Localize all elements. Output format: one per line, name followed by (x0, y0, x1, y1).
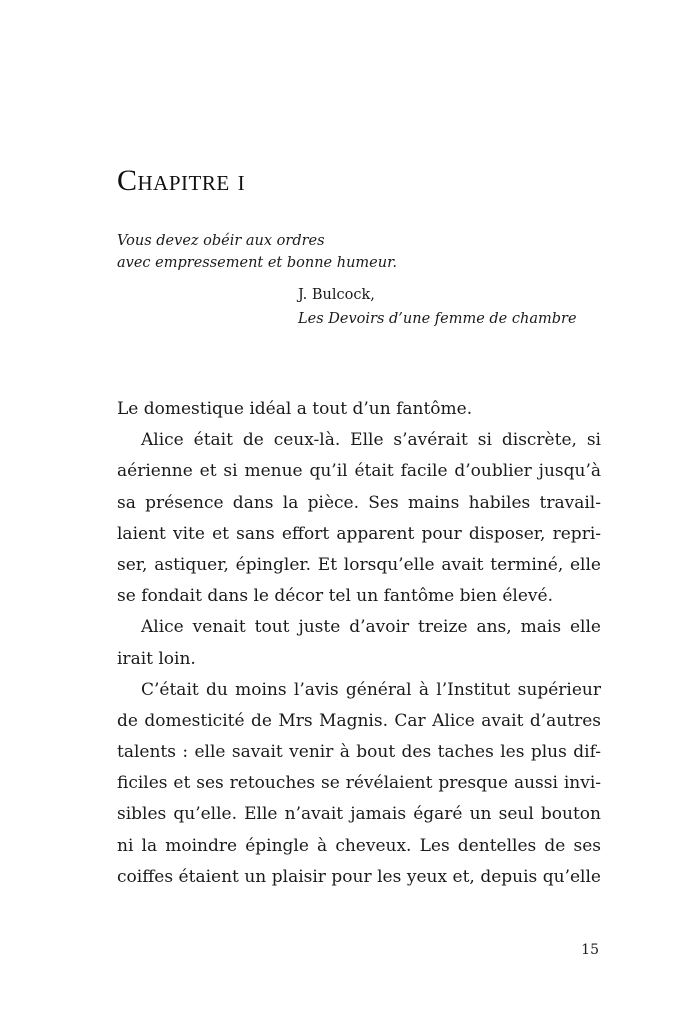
body-line: ficiles et ses retouches se révélaient presque aussi invi- (117, 773, 601, 794)
body-line: aérienne et si menue qu’il était facile d’oublier jusqu’à (117, 461, 601, 482)
body-line: coiffes étaient un plaisir pour les yeux et, depuis qu’elle (117, 866, 601, 887)
body-line: C’était du moins l’avis général à l’Institut supérieur (141, 679, 601, 700)
body-line: sibles qu’elle. Elle n’avait jamais égaré un seul bouton (117, 804, 601, 825)
body-line: Alice était de ceux-là. Elle s’avérait si discrète, si (141, 430, 601, 451)
body-line: talents : elle savait venir à bout des taches les plus dif- (117, 742, 601, 763)
epigraph (117, 230, 607, 274)
body-line: sa présence dans la pièce. Ses mains habiles travail- (117, 492, 601, 513)
chapter-title: Chapitre i (117, 164, 246, 197)
page-number: 15 (581, 942, 599, 958)
body-line: irait loin. (117, 648, 196, 669)
body-line: laient vite et sans effort apparent pour disposer, repri- (117, 523, 601, 544)
epigraph-line: avec empressement et bonne humeur. (117, 255, 398, 271)
epigraph-work-title: Les Devoirs d’une femme de chambre (298, 311, 577, 327)
body-line: Le domestique idéal a tout d’un fantôme. (117, 399, 473, 419)
body-line: de domesticité de Mrs Magnis. Car Alice avait d’autres (117, 710, 601, 731)
epigraph-author: J. Bulcock, (298, 287, 375, 303)
epigraph-attribution (298, 283, 577, 331)
body-line: se fondait dans le décor tel un fantôme bien élevé. (117, 586, 553, 607)
chapter-body (117, 394, 601, 893)
epigraph-line: Vous devez obéir aux ordres (117, 233, 325, 249)
body-line: ni la moindre épingle à cheveux. Les dentelles de ses (117, 835, 601, 856)
body-line: ser, astiquer, épingler. Et lorsqu’elle avait terminé, elle (117, 554, 601, 575)
body-line: Alice venait tout juste d’avoir treize ans, mais elle (141, 617, 601, 638)
